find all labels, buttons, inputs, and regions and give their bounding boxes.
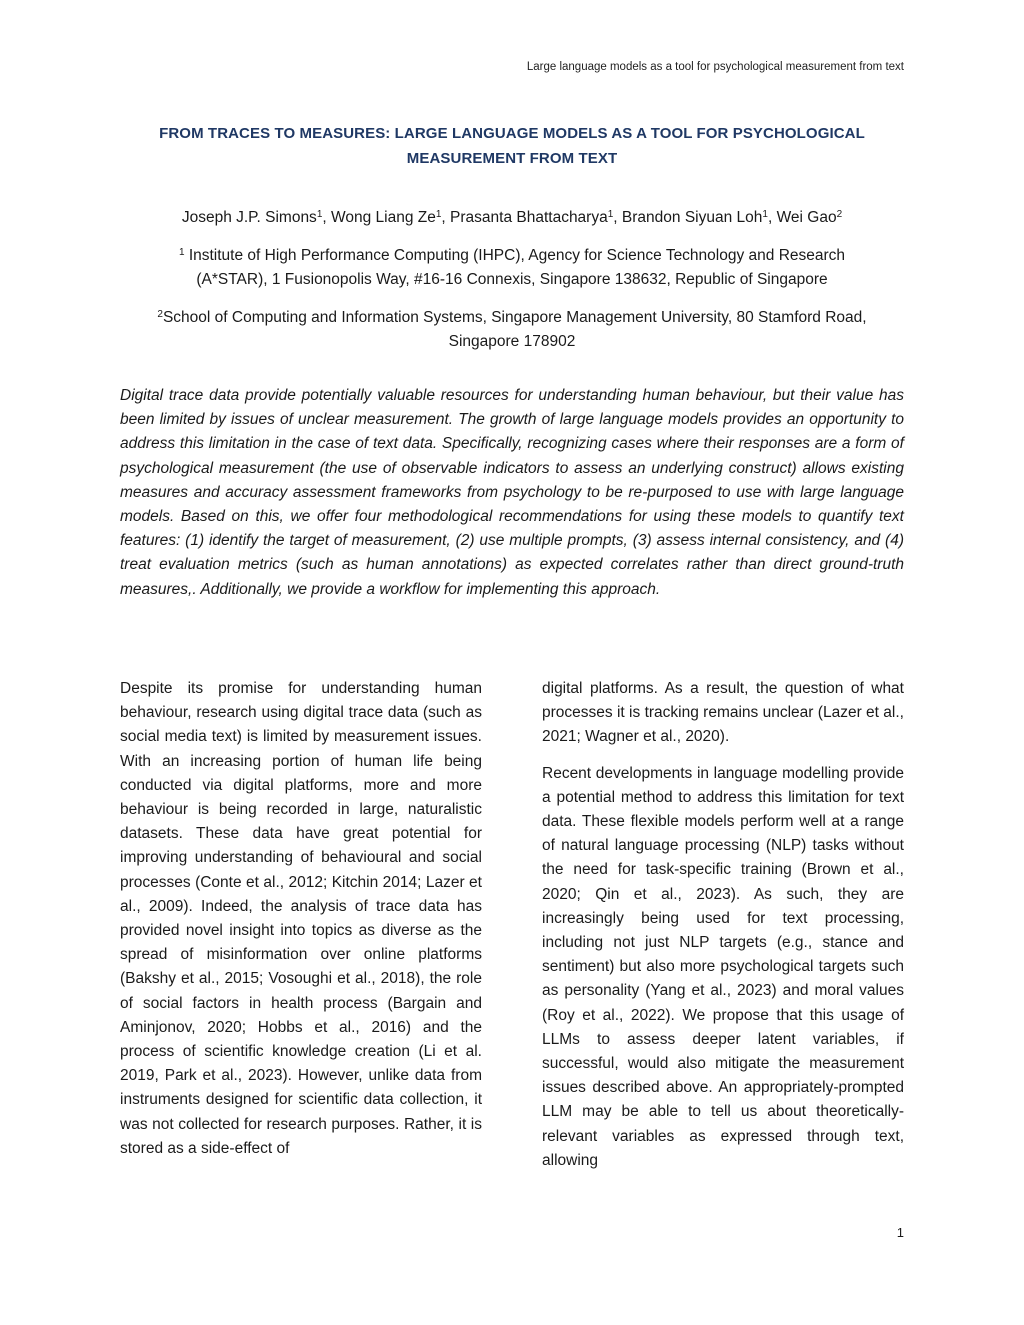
abstract: Digital trace data provide potentially valuable resources for understanding human behaviour, but their value has been limited by issues of unclear measurement. The growth of large language models provides an opportunity to address this limitation in the case of text data. Specifically, recognizing cases where their responses are a form of psychological measurement (the use of observable indicators to assess an underlying construct) allows existing measures and accuracy assessment frameworks from psychology to be re-purposed to use with large language models. Based on this, we offer four methodological recommendations for using these models to quantify text features: (1) identify the target of measurement, (2) use multiple prompts, (3) assess internal consistency, and (4) treat evaluation metrics (such as human annotations) as expected correlates rather than direct ground-truth measures,. Additionally, we provide a workflow for implementing this approach.	[120, 387, 904, 598]
title-line-2: MEASUREMENT FROM TEXT	[406, 150, 618, 167]
affiliation-line: School of Computing and Information Systems, Singapore Management University, 80 Stamford Road,	[162, 309, 867, 326]
author-separator: ,	[322, 209, 331, 226]
affiliation-line: Singapore 178902	[448, 333, 576, 350]
author-name: Joseph J.P. Simons	[181, 209, 317, 226]
body-column-right	[542, 677, 904, 1185]
affiliation-2	[120, 306, 904, 354]
author-separator: ,	[767, 209, 777, 226]
title-line-1: FROM TRACES TO MEASURES: LARGE LANGUAGE MODELS AS A TOOL FOR PSYCHOLOGICAL	[159, 125, 865, 142]
author-affiliation-mark: 2	[836, 209, 843, 220]
author-separator: ,	[613, 209, 622, 226]
author-affiliation-mark: 1	[607, 209, 614, 220]
paragraph: Despite its promise for understanding human behaviour, research using digital trace data (such as social media text) is limited by measurement issues. With an increasing portion of human life being conducted via digital platforms, more and more behaviour is being recorded in large, naturalistic datasets. These data have great potential for improving understanding of behavioural and social processes (Conte et al., 2012; Kitchin 2014; Lazer et al., 2009). Indeed, the analysis of trace data has provided novel insight into topics as diverse as the spread of misinformation over online platforms (Bakshy et al., 2015; Vosoughi et al., 2018), the role of social factors in health process (Bargain and Aminjonov, 2020; Hobbs et al., 2016) and the process of scientific knowledge creation (Li et al. 2019, Park et al., 2023). However, unlike data from instruments designed for scientific data collection, it was not collected for research purposes. Rather, it is stored as a side-effect of	[120, 680, 482, 1157]
author-list	[120, 206, 904, 230]
affiliation-line: Institute of High Performance Computing (IHPC), Agency for Science Technology and Research	[188, 247, 846, 264]
paper-title	[120, 121, 904, 171]
body-column-left	[120, 677, 482, 1173]
page-number: 1	[896, 1225, 904, 1240]
affiliation-line: (A*STAR), 1 Fusionopolis Way, #16-16 Connexis, Singapore 138632, Republic of Singapore	[196, 271, 828, 288]
author-name: Wei Gao	[776, 209, 837, 226]
running-header: Large language models as a tool for psychological measurement from text	[526, 61, 904, 73]
author-name: Prasanta Bhattacharya	[450, 209, 608, 226]
affiliation-mark: 1	[178, 247, 185, 258]
author-name: Wong Liang Ze	[331, 209, 436, 226]
affiliation-1	[120, 244, 904, 292]
author-separator: ,	[441, 209, 451, 226]
author-name: Brandon Siyuan Loh	[621, 209, 763, 226]
author-affiliation-mark: 1	[762, 209, 768, 220]
affiliation-mark: 2	[157, 309, 163, 320]
paragraph: digital platforms. As a result, the question of what processes it is tracking remains unclear (Lazer et al., 2021; Wagner et al., 2020).	[542, 680, 904, 746]
author-affiliation-mark: 1	[316, 209, 323, 220]
paragraph: Recent developments in language modelling provide a potential method to address this limitation for text data. These flexible models perform well at a range of natural language processing (NLP) tasks without the need for task-specific training (Brown et al., 2020; Qin et al., 2023). As such, they are increasingly being used for text processing, including not just NLP targets (e.g., stance and sentiment) but also more psychological targets such as personality (Yang et al., 2023) and moral values (Roy et al., 2022). We propose that this usage of LLMs to assess deeper latent variables, if successful, would also mitigate the measurement issues described above. An appropriately-prompted LLM may be able to tell us about theoretically-relevant variables as expressed through text, allowing	[542, 764, 904, 1169]
author-affiliation-mark: 1	[435, 209, 442, 220]
